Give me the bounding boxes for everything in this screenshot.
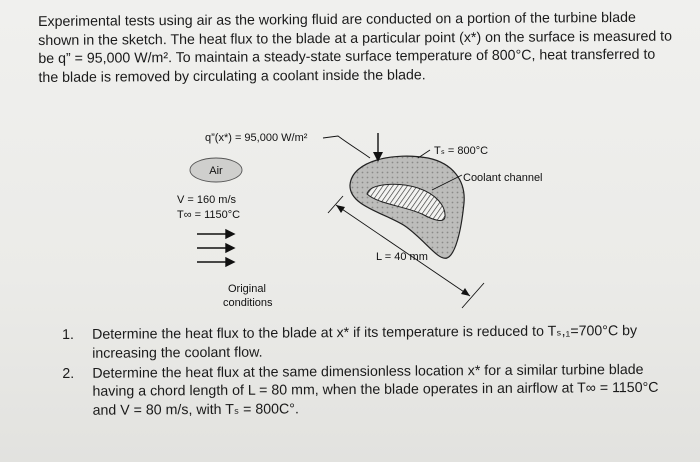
question-number: 1. (62, 326, 74, 343)
question-text: Determine the heat flux to the blade at x* if its temperature is reduced to Tₛ,₁=700°C by increasing the coolant flow. (92, 322, 638, 362)
freestream-temp-label: T∞ = 1150°C (177, 209, 241, 221)
heat-flux-label: q”(x*) = 95,000 W/m² (205, 132, 308, 144)
velocity-label: V = 160 m/s (177, 194, 237, 206)
air-label: Air (209, 165, 223, 177)
chord-length-label: L = 40 mm (376, 251, 428, 263)
coolant-channel-label: Coolant channel (463, 172, 543, 184)
chord-tick-right (462, 283, 484, 308)
question-item-2 (62, 360, 682, 421)
caption-original: Original (228, 283, 266, 295)
caption-conditions: conditions (223, 297, 273, 309)
question-item-1 (62, 322, 682, 364)
surface-temp-label: Tₛ = 800°C (434, 145, 489, 157)
heat-flux-leader (323, 136, 370, 158)
question-list (62, 322, 683, 422)
airflow-arrows (197, 230, 234, 266)
chord-arrowhead-right (461, 288, 470, 296)
chord-arrowhead-left (336, 205, 345, 213)
question-number: 2. (62, 365, 75, 382)
problem-statement: Experimental tests using air as the working fluid are conducted on a portion of the turbine blade shown in the sketch. The heat flux to the blade at a particular point (x*) on the surface is measured to be q” = 95,000 W/m². To maintain a steady-state surface temperature of 800°C, heat transferred to the blade is removed by circulating a coolant inside the blade. (38, 9, 673, 86)
question-text: Determine the heat flux at the same dimensionless location x* for a similar turbine blade having a chord length of L = 80 mm, when the blade operates in an airflow at T∞ = 1150°C and V = 80 m/s, with Tₛ = 800C°. (92, 361, 659, 419)
